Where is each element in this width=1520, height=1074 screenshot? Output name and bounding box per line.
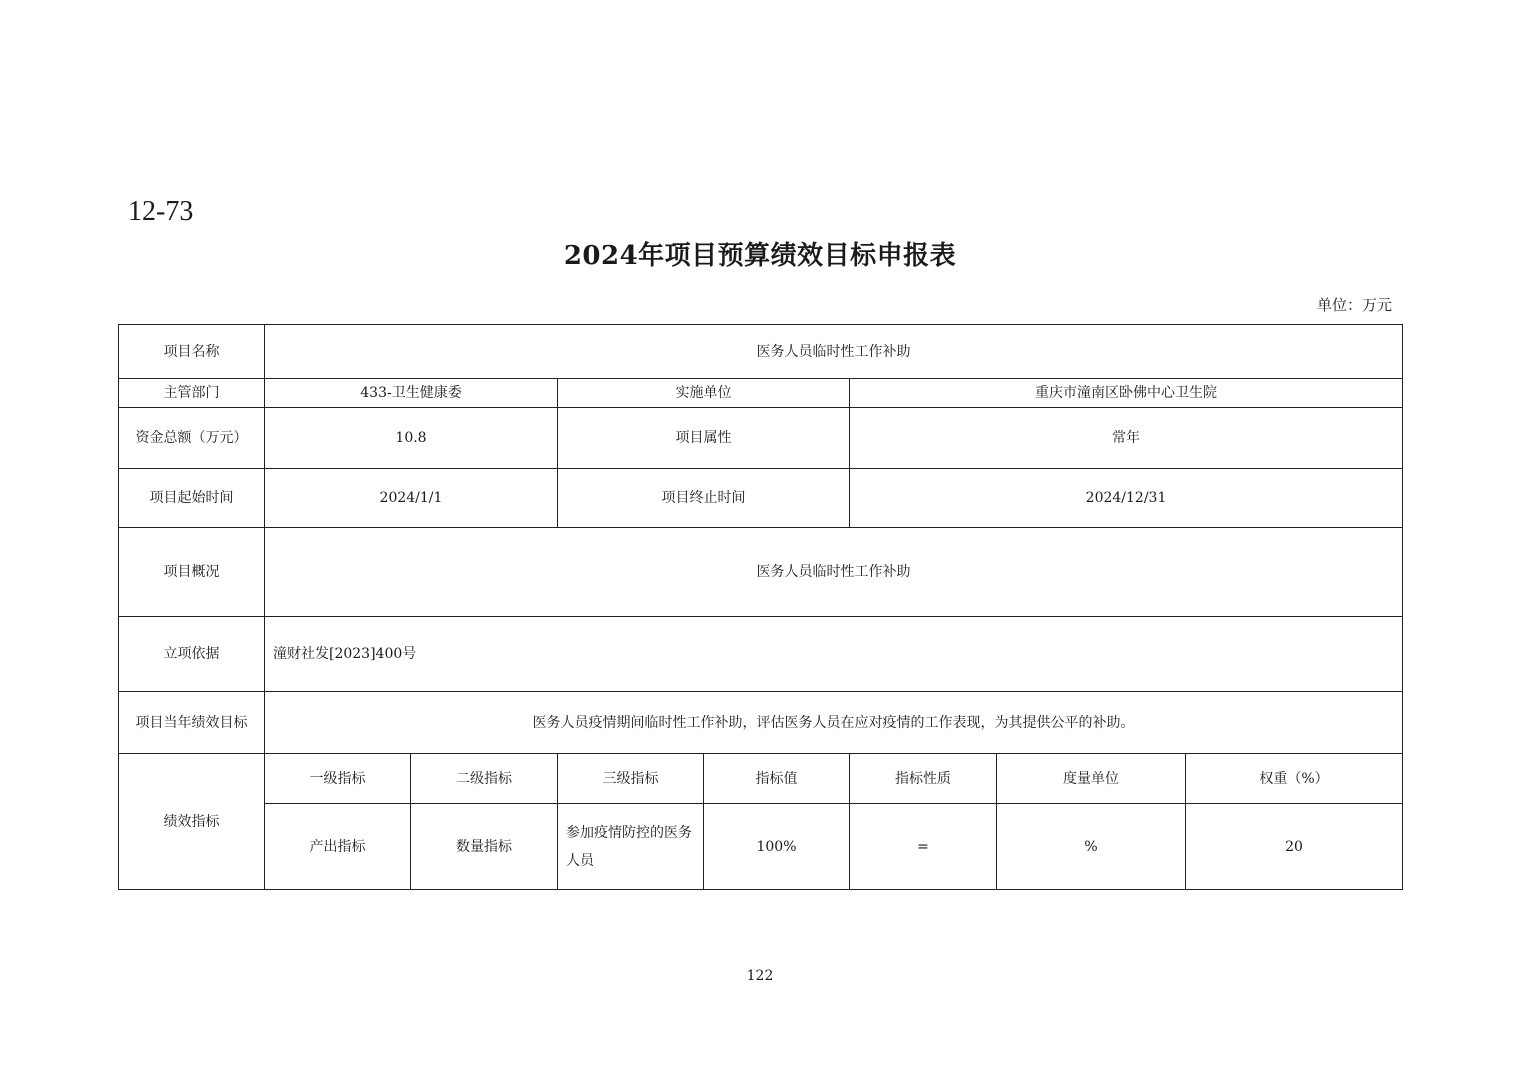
- row-basis: [119, 617, 1403, 692]
- start-time-value: 2024/1/1: [265, 469, 558, 528]
- annual-goal-value: 医务人员疫情期间临时性工作补助，评估医务人员在应对疫情的工作表现，为其提供公平的补助。: [265, 692, 1403, 754]
- document-title: 2024年项目预算绩效目标申报表: [563, 241, 957, 271]
- indicator-header-weight: 权重（%）: [1186, 754, 1403, 804]
- indicator-level2: 数量指标: [411, 804, 558, 890]
- unit-label: 单位：万元: [1316, 296, 1392, 314]
- indicator-level3: 参加疫情防控的医务人员: [558, 804, 704, 890]
- indicator-row: [119, 804, 1403, 890]
- row-overview: [119, 528, 1403, 617]
- fund-total-label: 资金总额（万元）: [119, 408, 265, 469]
- implementing-unit-label: 实施单位: [558, 379, 850, 408]
- project-attribute-label: 项目属性: [558, 408, 850, 469]
- department-value: 433-卫生健康委: [265, 379, 558, 408]
- end-time-label: 项目终止时间: [558, 469, 850, 528]
- document-code: 12-73: [128, 196, 194, 227]
- basis-value: 潼财社发[2023]400号: [265, 617, 1403, 692]
- row-period: [119, 469, 1403, 528]
- page-number: 122: [746, 968, 774, 984]
- indicator-level1: 产出指标: [265, 804, 411, 890]
- row-project-name: [119, 325, 1403, 379]
- indicator-value: 100%: [704, 804, 850, 890]
- fund-total-value: 10.8: [265, 408, 558, 469]
- indicator-unit: %: [997, 804, 1186, 890]
- project-attribute-value: 常年: [850, 408, 1403, 469]
- annual-goal-label: 项目当年绩效目标: [119, 692, 265, 754]
- indicator-header-level3: 三级指标: [558, 754, 704, 804]
- start-time-label: 项目起始时间: [119, 469, 265, 528]
- indicator-header-nature: 指标性质: [850, 754, 997, 804]
- overview-label: 项目概况: [119, 528, 265, 617]
- overview-value: 医务人员临时性工作补助: [265, 528, 1403, 617]
- indicator-header-level1: 一级指标: [265, 754, 411, 804]
- row-fund: [119, 408, 1403, 469]
- performance-target-table: [118, 324, 1403, 890]
- basis-label: 立项依据: [119, 617, 265, 692]
- indicator-header-row: [119, 754, 1403, 804]
- indicator-header-level2: 二级指标: [411, 754, 558, 804]
- implementing-unit-value: 重庆市潼南区卧佛中心卫生院: [850, 379, 1403, 408]
- indicator-nature: =: [850, 804, 997, 890]
- project-name-label: 项目名称: [119, 325, 265, 379]
- end-time-value: 2024/12/31: [850, 469, 1403, 528]
- department-label: 主管部门: [119, 379, 265, 408]
- indicator-header-unit: 度量单位: [997, 754, 1186, 804]
- row-annual-goal: [119, 692, 1403, 754]
- indicator-weight: 20: [1186, 804, 1403, 890]
- indicator-header-value: 指标值: [704, 754, 850, 804]
- indicators-label: 绩效指标: [119, 754, 265, 890]
- row-department: [119, 379, 1403, 408]
- project-name-value: 医务人员临时性工作补助: [265, 325, 1403, 379]
